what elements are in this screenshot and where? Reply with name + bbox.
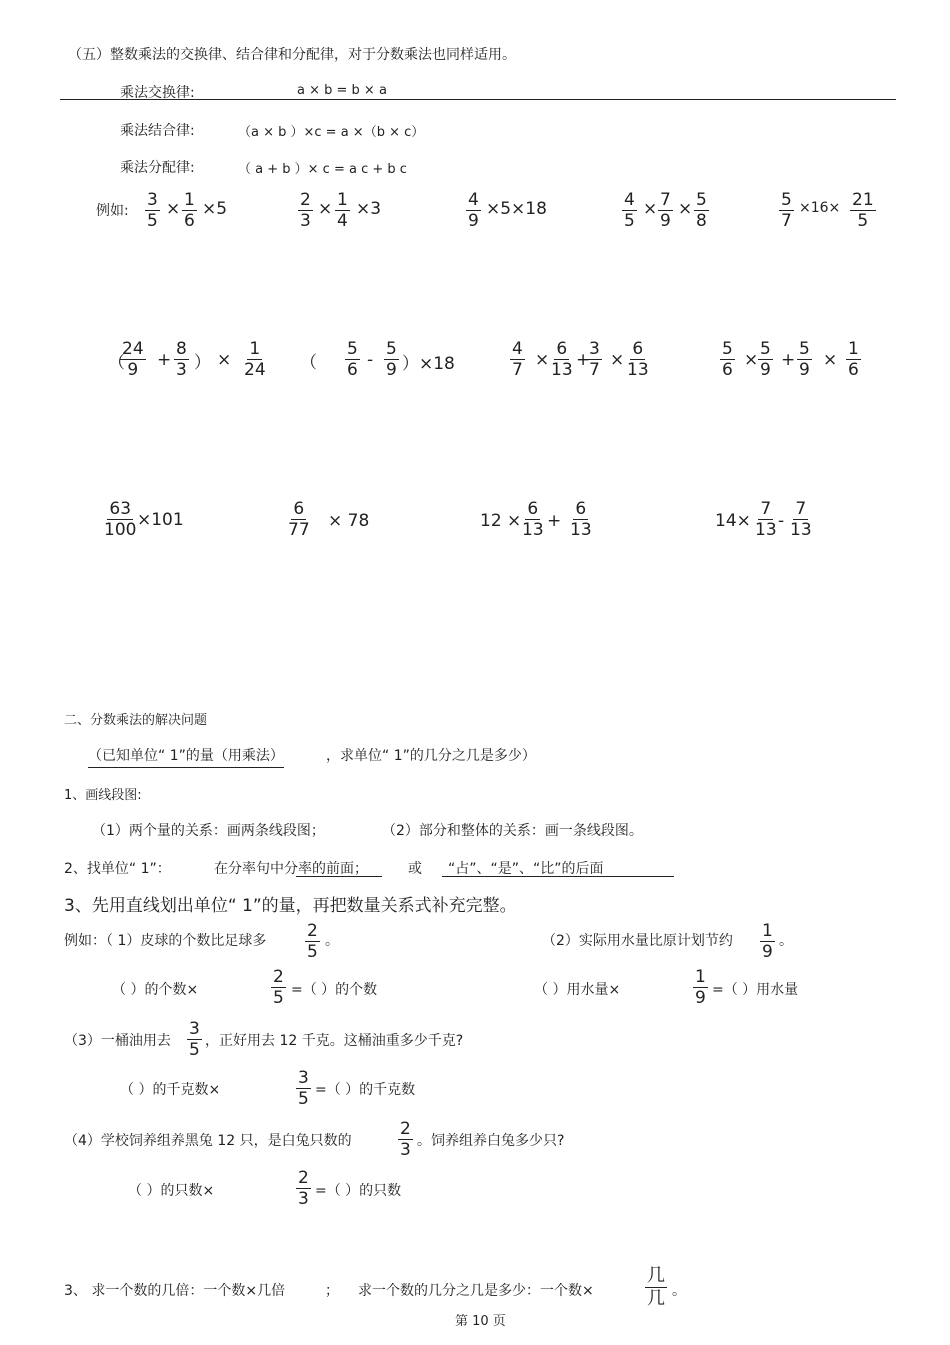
period: 。	[325, 933, 339, 949]
ex4-relation-a: （ ）的只数×	[128, 1183, 215, 1199]
item2-a: 在分率句中分率的前面；	[214, 861, 368, 877]
fraction: $\frac{5}{9}$	[386, 339, 397, 380]
expression-tail: ×5×18	[486, 199, 547, 219]
underline	[442, 876, 674, 877]
paren: （	[300, 353, 317, 373]
item2-label: 2、找单位“ 1”：	[64, 861, 171, 877]
operator: ×	[823, 350, 838, 370]
ex2-text: （2）实际用水量比原计划节约	[542, 933, 733, 949]
underline	[296, 876, 382, 877]
fraction: $\frac{1}{6}$	[184, 190, 195, 231]
fraction: $\frac{5}{8}$	[696, 190, 707, 231]
fraction: $\frac{6}{13}$	[551, 339, 573, 380]
fraction: $\frac{5}{9}$	[760, 339, 771, 380]
ex4-text-b: 。饲养组养白兔多少只?	[417, 1133, 565, 1149]
operator: ×	[678, 199, 693, 219]
operator: ×	[166, 199, 181, 219]
ex1-relation-b: =（ ）的个数	[291, 982, 378, 998]
note-rest: ，求单位“ 1”的几分之几是多少）	[326, 748, 536, 764]
period: 。	[779, 933, 793, 949]
paren: （	[108, 353, 125, 373]
operator: +	[576, 350, 591, 370]
note-underlined: （已知单位“ 1”的量（用乘法）	[88, 745, 284, 768]
expression-tail: ×3	[356, 199, 382, 219]
period: 。	[672, 1283, 686, 1299]
fraction: $\frac{1}{9}$	[695, 967, 706, 1008]
operator: -	[778, 511, 785, 531]
fraction: $\frac{8}{3}$	[176, 339, 187, 380]
operator: +	[781, 350, 796, 370]
expression-lead: 14×	[715, 511, 751, 531]
operator: ×	[217, 350, 232, 370]
paren: ）	[194, 353, 211, 373]
fraction: $\frac{5}{6}$	[722, 339, 733, 380]
operator: ×16×	[799, 200, 841, 216]
fraction: 几 几	[647, 1265, 665, 1309]
examples-label: 例如:	[96, 203, 129, 219]
ex4-text-a: （4）学校饲养组养黑兔 12 只，是白兔只数的	[64, 1133, 352, 1149]
law3-label: 乘法分配律:	[120, 160, 195, 176]
separator: ；	[325, 1283, 339, 1299]
law1-label: 乘法交换律:	[120, 85, 195, 101]
fraction: $\frac{2}{5}$	[273, 967, 284, 1008]
law3-expression: （ a + b ）× c = a c + b c	[238, 162, 407, 177]
ex3-relation-b: =（ ）的千克数	[315, 1082, 416, 1098]
law1-expression: a × b = b × a	[297, 83, 387, 98]
ex4-relation-b: =（ ）的只数	[315, 1183, 402, 1199]
part2-heading: 二、分数乘法的解决问题	[64, 713, 208, 728]
law2-label: 乘法结合律:	[120, 123, 195, 139]
divider	[60, 99, 896, 100]
page-number: 第 10 页	[455, 1314, 506, 1329]
item1-sub2: （2）部分和整体的关系：画一条线段图。	[382, 823, 643, 839]
operator: ×	[744, 350, 759, 370]
expression-tail: ）×18	[402, 354, 455, 374]
fraction: $\frac{4}{7}$	[512, 339, 523, 380]
operator: ×	[610, 350, 625, 370]
ex1-text: 例如：（ 1）皮球的个数比足球多	[64, 933, 267, 949]
fraction: $\frac{3}{5}$	[298, 1068, 309, 1109]
fraction: $\frac{21}{5}$	[852, 190, 874, 231]
fraction: $\frac{63}{100}$	[104, 499, 137, 540]
fraction: $\frac{3}{7}$	[589, 339, 600, 380]
operator: -	[367, 350, 374, 370]
ex3-text-b: ，正好用去 12 千克。这桶油重多少千克?	[205, 1033, 464, 1049]
fraction: $\frac{6}{13}$	[627, 339, 649, 380]
fraction: $\frac{3}{5}$	[147, 190, 158, 231]
fraction: $\frac{7}{13}$	[755, 499, 777, 540]
fraction: $\frac{7}{9}$	[660, 190, 671, 231]
fraction: $\frac{3}{5}$	[189, 1019, 200, 1060]
item1: 1、画线段图:	[64, 788, 142, 803]
fraction: $\frac{1}{9}$	[762, 921, 773, 962]
fraction: $\frac{2}{3}$	[298, 1168, 309, 1209]
fraction: $\frac{5}{7}$	[781, 190, 792, 231]
item1-sub1: （1）两个量的关系：画两条线段图；	[92, 823, 325, 839]
fraction: $\frac{1}{24}$	[244, 339, 266, 380]
fraction: $\frac{2}{3}$	[400, 1119, 411, 1160]
item2-b: “占”、“是”、“比”的后面	[448, 861, 604, 877]
fraction: $\frac{2}{5}$	[307, 921, 318, 962]
operator: ×	[318, 199, 333, 219]
fraction: $\frac{2}{3}$	[300, 190, 311, 231]
operator: +	[547, 511, 562, 531]
section-heading: （五）整数乘法的交换律、结合律和分配律，对于分数乘法也同样适用。	[68, 47, 516, 63]
expression-tail: ×101	[137, 510, 184, 530]
law2-expression: （a × b ）×c = a ×（b × c）	[238, 125, 425, 140]
fraction: $\frac{5}{9}$	[799, 339, 810, 380]
expression-tail: × 78	[328, 511, 370, 531]
ex2-relation-b: =（ ）用水量	[712, 982, 799, 998]
fraction: $\frac{6}{13}$	[570, 499, 592, 540]
final-line-b: 求一个数的几分之几是多少：一个数×	[358, 1283, 594, 1299]
operator: ×	[535, 350, 550, 370]
fraction: $\frac{7}{13}$	[790, 499, 812, 540]
fraction: $\frac{5}{6}$	[347, 339, 358, 380]
ex2-relation-a: （ ）用水量×	[534, 982, 621, 998]
fraction: $\frac{1}{4}$	[337, 190, 348, 231]
expression-tail: ×5	[202, 199, 228, 219]
fraction: $\frac{4}{9}$	[468, 190, 479, 231]
expression-lead: 12 ×	[480, 511, 522, 531]
item2-or: 或	[408, 861, 422, 877]
final-line-a: 3、 求一个数的几倍：一个数×几倍	[64, 1283, 286, 1299]
operator: ×	[643, 199, 658, 219]
operator: +	[157, 350, 172, 370]
ex1-relation-a: （ ）的个数×	[112, 982, 199, 998]
fraction: $\frac{4}{5}$	[624, 190, 635, 231]
fraction: $\frac{6}{13}$	[522, 499, 544, 540]
fraction: $\frac{24}{9}$	[122, 339, 144, 380]
ex3-relation-a: （ ）的千克数×	[120, 1082, 221, 1098]
item3-heading: 3、先用直线划出单位“ 1”的量，再把数量关系式补充完整。	[64, 896, 517, 916]
ex3-text-a: （3）一桶油用去	[64, 1033, 171, 1049]
fraction: $\frac{1}{6}$	[848, 339, 859, 380]
fraction: $\frac{6}{77}$	[288, 499, 310, 540]
